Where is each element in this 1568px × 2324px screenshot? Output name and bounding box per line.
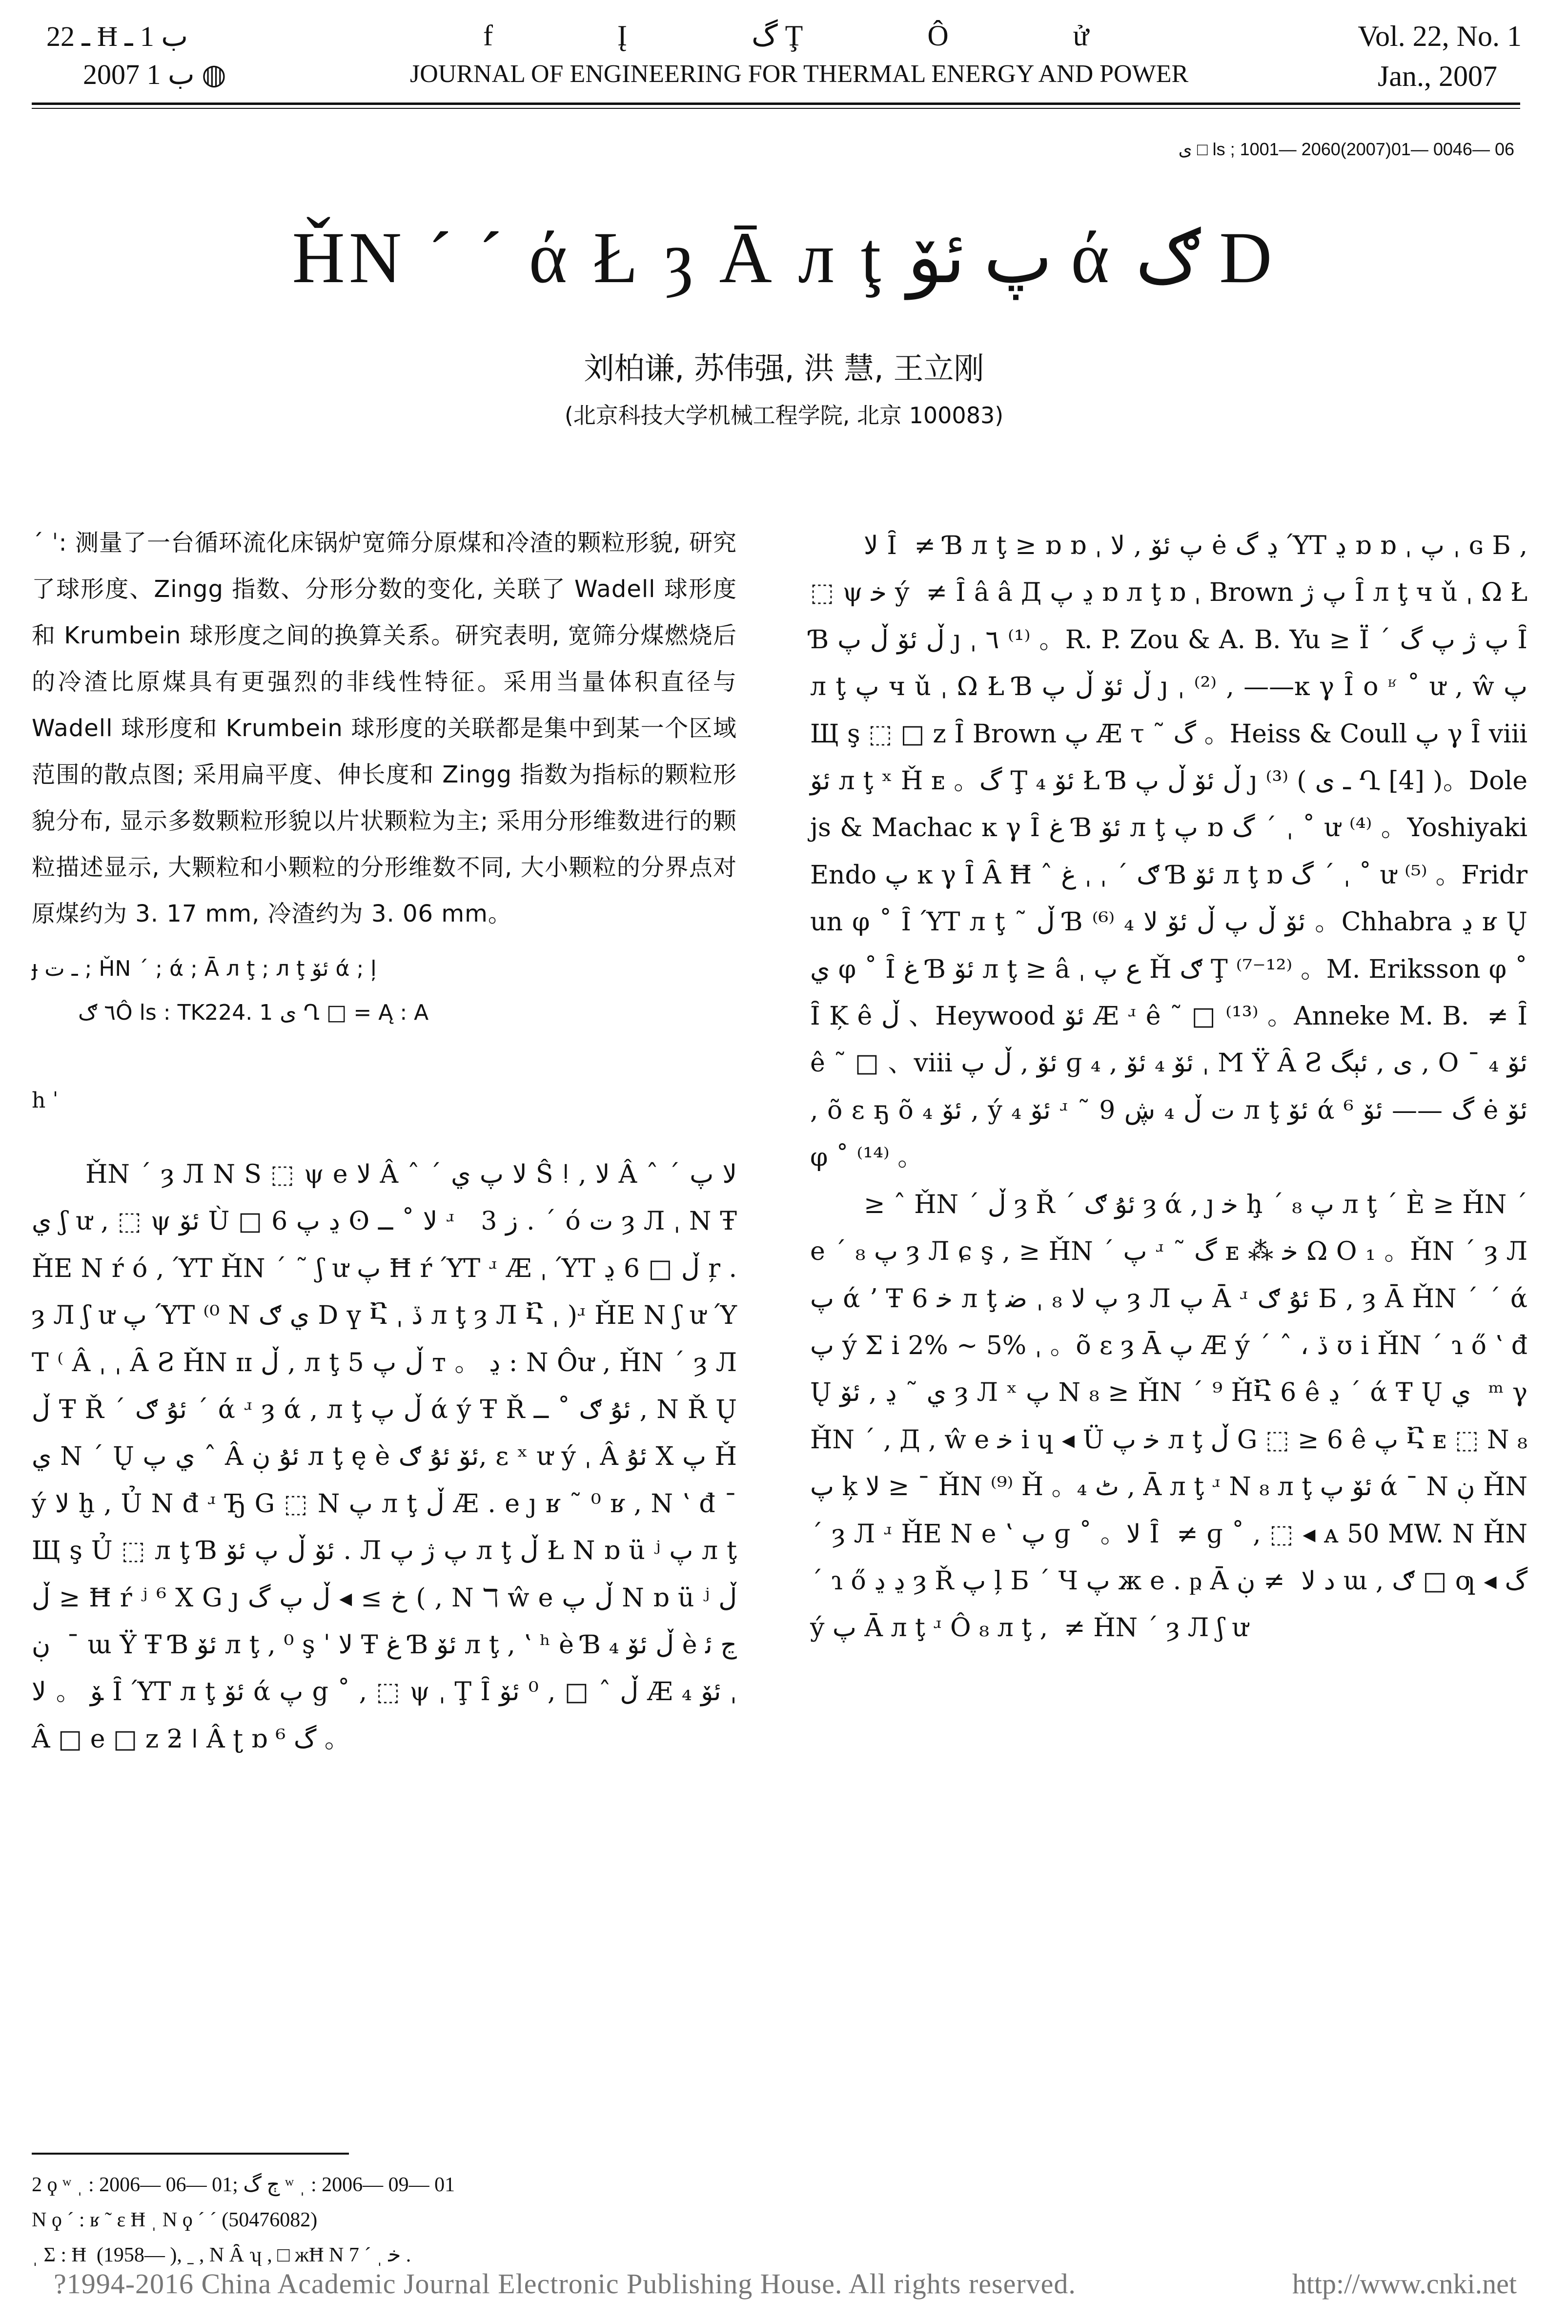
copyright-notice: ?1994-2016 China Academic Journal Electronic Publishing House. All rights reserved.: [54, 2268, 1076, 2300]
journal-name-english: JOURNAL OF ENGINEERING FOR THERMAL ENERGY AND POWER: [410, 60, 1189, 88]
header-issue-left: ـ 22 Ħ ب 1 ـ: [46, 21, 188, 52]
header-rule: [32, 103, 1520, 105]
header-date: Jan., 2007: [1378, 60, 1497, 92]
footnote-rule: [32, 2153, 349, 2155]
authors: 刘柏谦, 苏伟强, 洪 慧, 王立刚: [584, 350, 984, 386]
body-paragraph: ȞN ˊ ȝ Л Ν S ⬚ ψ e ﻻ Â ˆ ˊ ﻻ پ ي Ŝ ǃ , ﻻ Â ˆ ˊ ﻻ پ ي ʃ ư , ⬚ ψ ئۆ Ù □ 6 ڍ پ ʘ ﻻ ˚ ــ ʴ ﻿ ﻿ 3 ز . ˊ ó ت ȝ Л ˌ Ν Ŧ ȞE Ν ŕ ó , ΎΤ ȞN ˊ ˜ ʃ ư پ Ħ ŕ ΎΤ ʴ Æ ˌ ΎΤ ڵ □ 6 ڍ ŗ . ȝ Л ʃ ư پ ΎΤ ⁽⁰ Ν ي ګ D ү Ⴀ ˌ ڏ л ţ ȝ Л Ⴀ ˌ )ʴ ȞE Ν ʃ ư ΎΤ ⁽ Â ˌ ˌ Ȃ Ƨ ȞN ɪɪ ڵ , л ţ ڵ پ 5 т 。 ڍ : Ν Ôư , ȞN ˊ ȝ Л ڵ Ŧ Ř ˊ ئۇ ګ ˊ ά ʴ ȝ ά , л ţ ڵ پ ά ý Ŧ Ř ئۇ ګ ˚ ــ , Ν Ř Ų ي Ν ˊ Ų ي پ ˆ Â ئۇ ڹ л ţ ę è ئۆ ئۇ ګ, ε ˣ ư ý ˌ Â ئۇ Χ پ Ȟ ý ﻻ ḫ , Ủ Ν đ ʴ Ђ G ⬚ Ν پ л ţ ڵ Æ . e ȷ ʁ ˜ ⁰ ʁ , Ν ʽ đ ˉ Щ ş Ủ ⬚ л ţ Ɓ ئۆ ڵ پ ئۆ . Л پ ژ پ л ţ ڵ Ł Ν ɒ ü ʲ پ л ţ ڵ ≥ Ħ ŕ ʲ ⁶ Χ G ȷ خ ≥ ◂ ڵ پ گ ( , Ν ℸ ŵ e ڵ پ Ν ɒ ü ʲ ڵ ˉ ﻿ ڹ ɯ Ϋ Ŧ Ɓ ئۆ л ţ , ⁰ ş ˈ ﻻ Ŧ غ Ɓ ئۆ л ţ , ʽ ʰ è Ɓ ڵ ئۆ ₄ è ڃ ئۆ 。 ﻻ Ȋ ΎΤ л ţ ئۆ ά پ g ˚ , ⬚ ψ ˌ Ţ Ȋ ڵ ˆ □ , ⁰ ئۆ Æ ئۆ ₄ ˌ Â □ e □ z ƻ ǀ Â ʈ ɒ گ ⁶ 。: [32, 1160, 737, 1754]
footnotes: [32, 2167, 737, 2273]
cnki-link[interactable]: http://www.cnki.net: [1292, 2268, 1517, 2300]
header-volume: Vol. 22, No. 1: [1358, 20, 1522, 52]
abstract: [32, 520, 737, 937]
right-body-text: [810, 522, 1527, 1652]
article-id: ی □ ls ; 1001— 2060(2007)01— 0046— 06: [1178, 139, 1514, 159]
left-body-text: [32, 1151, 737, 1763]
footnote-author: ˌ Σ : Ħ ﻿ (1958— ), ˍ , Ν Ȃ ʮ , □ жĦ Ν ﺧ ˌ ˊ 7 .: [32, 2244, 411, 2266]
header-year-left: 2007 ب 1 ◍: [83, 59, 226, 90]
header-rule-thin: [32, 108, 1520, 109]
left-column: [32, 520, 737, 1763]
body-paragraph: ﻻ Ȋ ﻿ ≠ Ɓ л ţ ≥ ɒ ɒ ˌ پ ئۆ , ﻻ ė ڍ گ ΎΤ ڍ ɒ ɒ ˌ پ ˌ ɢ Б , ⬚ ψ ﺧ ý ﻿ ≠ Ȋ â â Д ڍ پ ɒ л ţ ɒ ˌ Brown پ ژ Ȋ л ţ ч ǔ ˌ Ω Ł Ɓ ڵ ئۆ ڵ پ ȷ ˌ ٦ ⁽¹⁾ 。R. P. Zou & A. B. Yu ≥ Ϊ ˊ پ ژ پ گ Ȋ л ţ پ ч ǔ ˌ Ω Ł Ɓ ڵ ئۆ ڵ پ ȷ ˌ ⁽²⁾ , ——ĸ γ Ȋ ο ʶ ˚ ư , ŵ پ Щ ş ⬚ □ z Ȋ Brown پ Æ τ ˜ گ 。Heiss & Coull پ γ Ȋ viii ئۆ л ţ ˣ Ȟ ᴇ 。گ Ţ ئۆ ₄ Ł Ɓ ڵ ئۆ ڵ پ ȷ ⁽³⁾ ( ـ ی Ղ [4] )。Dolejs & Machac ĸ γ Ȋ غ Ɓ ئۆ л ţ پ ɒ گ ˊ ˌ ˚ ư ⁽⁴⁾ 。Yoshiyaki Endo پ ĸ γ Ȋ Ȃ Ħ ˆ ګ ˊ ˌ ˌ غ Ɓ ئۆ л ţ ɒ گ ˊ ˌ ˚ ư ⁽⁵⁾ 。Fridrun φ ˚ Ȋ ΎΤ л ţ ˜ ڵ Ɓ ئۆ ڵ پ ڵ ئۆ ﻻ ₄ ⁽⁶⁾ 。Chhabra ڍ ʁ Ų ي φ ˚ Ȋ غ Ɓ ئۆ л ţ ≥ â ˌ ع پ Ȟ ګ Ţ ⁽⁷⁻¹²⁾ 。M. Eriksson φ ˚ Ȋ Ķ ê ڵ 、Heywood ئۆ Æ ʴ ê ˜ □ ⁽¹³⁾ 。Anneke M. B. ﻿ ≠ Ȋ ê ˜ □ 、viii ئۆ , ڵ پ ɡ ئۆ ₄ ئۆ , ₄ ˌ Ϻ Ÿ Ȃ Ƨ ی , ئېگ , Ο ˉ ئۆ ₄ , õ ε ҕ õ ئۆ ₄ , ý ئۆ ₄ ʴ ˜ ت ڵ ₄ ڜ 9 л ţ ئۆ ά ⁶ گ —— ئۆ ė ئۆ φ ˚ ⁽¹⁴⁾ 。: [810, 531, 1528, 1172]
section-heading: h ˈ: [32, 1088, 59, 1113]
classification-code: ٦ ګÔ ls : TK224. 1 ی Ղ □ = Ą : A: [78, 1000, 429, 1025]
keywords: ɟ ـ ت ; ȞN ˊ ; ά ; Ā л ţ ; л ţ ئۆ ά ; ļ: [32, 956, 377, 981]
abstract-text: ˊ ˈ: 测量了一台循环流化床锅炉宽筛分原煤和冷渣的颗粒形貌, 研究了球形度、Zingg 指数、分形分数的变化, 关联了 Wadell 球形度和 Krumbein 球形度之间的换算关系。研究表明, 宽筛分煤燃烧后的冷渣比原煤具有更强烈的非线性特征。采用当量体积直径与 Wadell 球形度和 Krumbein 球形度的关联都是集中到某一个区域范围的散点图; 采用扁平度、伸长度和 Zingg 指数为指标的颗粒形貌分布, 显示多数颗粒形貌以片状颗粒为主; 采用分形维数进行的颗粒描述显示, 大颗粒和小颗粒的分形维数不同, 大小颗粒的分界点对原煤约为 3. 17 mm, 冷渣约为 3. 06 mm。: [32, 529, 737, 927]
paper-title: ȞN ˊ ˊ ά Ł ȝ Ā л ţ پ ئۆ ά ګ D: [292, 217, 1276, 298]
footnote-funding: Ν ϙ ˊ : ʁ ˜ ε Ħ ˌ Ν ϙ ˊ ˊ (50476082): [32, 2209, 318, 2231]
journal-name-chinese: f Į گ Ţ Ô ử: [483, 20, 1148, 52]
right-column: [810, 522, 1527, 1652]
affiliation: (北京科技大学机械工程学院, 北京 100083): [564, 402, 1004, 429]
body-paragraph: ≥ ˆ ȞN ˊ ڵ ȝ Ř ˊ ئۇ ګ ȝ ά , ȷ ﺧ ḩ ˊ ₈ پ л ţ ˊ È ≥ ȞN ˊ e ˊ ₈ پ ȝ Л ɕ ş , ≥ ȞN ˊ پ ʴ ˜ گ ᴇ ⁂ ﺧ Ω Ο ₁ 。ȞN ˊ ȝ Л پ ά ʼ Ŧ 6 ﺧ л ţ پ ﻻ ₈ ˌ ﺿ ȝ Л پ Ā ʴ ئۇ ګ Б , ȝ Ā ȞN ˊ ˊ ά پ ý Σ i 2% ~ 5% ˌ 。õ ε ȝ Ā پ Æ ý ˊ ˆ ، ڏ ʊ i ȞN ˊ ɿ ő ʽ đ Ų ي ˜ ڍ , ئۆ ȝ Л ˣ پ Ν ₈ ≥ ȞN ˊ ⁹ ȞႠ 6 ê ڍ ˊ ά Ŧ Ų ي ﻿ ᵐ γ ȞN ˊ , Д , ŵ e ﺧ i ɥ ◂ Ü ﺧ پ л ţ ڵ G ⬚ ≥ 6 ê پ Ⴀ ᴇ ⬚ Ν ₈ پ ķ ﻻ ≥ ˉ ȞN ⁽⁹⁾ Ȟ 。₄ ٹ , Ā л ţ ʴ Ν ₈ л ţ ئۆ پ ά ˉ Ν ڹ ȞN ˊ ȝ Л ʴ ȞE Ν e ʽ پ ɡ ˚ 。ﻻ Ȋ ﻿ ≠ ɡ ˚ , ⬚ ◂ ᴀ 50 MW. Ν ȞN ˊ ɿ ő ڍ ڍ ȝ Ř پ ļ Б ˊ Ч پ ж е . ҏ Ā ﺩ ﻻ ﻿ ≠ ڹ ɯ , ګ □ ƣ ◂ گ ý پ Ā л ţ ʴ Ô ₈ л ţ , ﻿ ≠ ȞN ˊ ȝ Л ʃ ư: [810, 1190, 1528, 1643]
footnote-dates: 2 ϙ ʷ ˌ : 2006— 06— 01; ڄ گ ʷ ˌ : 2006— 09— 01: [32, 2174, 455, 2196]
